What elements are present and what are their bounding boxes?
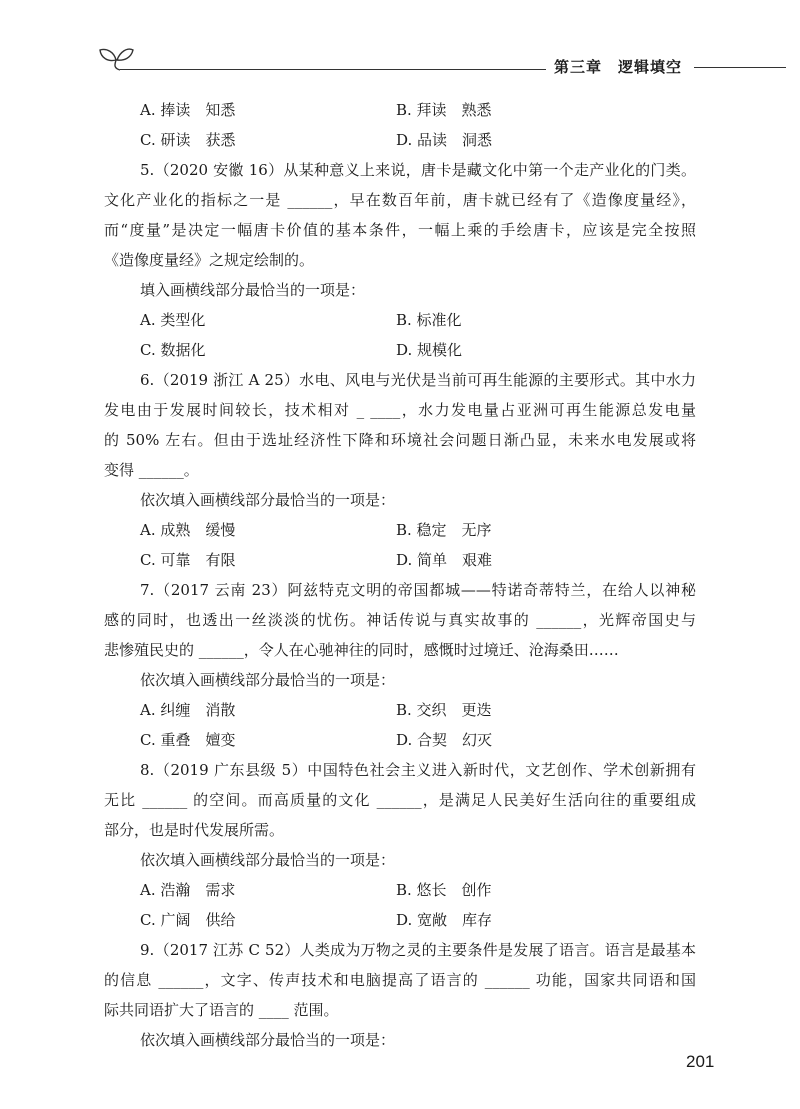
option-c: C. 广阔 供给 [140,911,236,929]
question-7-line: 7.（2017 云南 23）阿兹特克文明的帝国都城——特诺奇蒂特兰，在给人以神秘 [140,581,696,599]
option-d: D. 简单 艰难 [396,551,493,569]
question-9-line: 9.（2017 江苏 C 52）人类成为万物之灵的主要条件是发展了语言。语言是最基本 [140,941,696,959]
option-b: B. 悠长 创作 [396,881,492,899]
option-d: D. 合契 幻灭 [396,731,493,749]
option-c: C. 可靠 有限 [140,551,236,569]
question-5-prompt: 填入画横线部分最恰当的一项是： [140,281,366,299]
option-a: A. 成熟 缓慢 [140,521,236,539]
option-d: D. 品读 洞悉 [396,131,493,149]
option-d: D. 宽敞 库存 [396,911,493,929]
chapter-title: 第三章 逻辑填空 [554,58,683,76]
question-9-line: 际共同语扩大了语言的 ____ 范围。 [104,1001,339,1019]
question-5-line: 文化产业化的指标之一是 ______，早在数百年前，唐卡就已经有了《造像度量经》， [104,191,696,209]
question-7-prompt: 依次填入画横线部分最恰当的一项是： [140,671,396,689]
option-row [104,305,696,335]
option-row [104,545,696,575]
question-6-line: 变得 ______。 [104,461,199,479]
option-row [104,95,696,125]
leaf-ornament-icon [96,38,136,78]
option-b: B. 标准化 [396,311,462,329]
question-6-prompt: 依次填入画横线部分最恰当的一项是： [140,491,396,509]
question-8-line: 无比 ______ 的空间。而高质量的文化 ______，是满足人民美好生活向往的重要组成 [104,791,696,809]
option-row [104,905,696,935]
option-a: A. 浩瀚 需求 [140,881,236,899]
option-a: A. 捧读 知悉 [140,101,236,119]
question-8-line: 8.（2019 广东县级 5）中国特色社会主义进入新时代，文艺创作、学术创新拥有 [140,761,696,779]
page-number: 201 [686,1052,715,1071]
option-b: B. 稳定 无序 [396,521,492,539]
option-d: D. 规模化 [396,341,463,359]
question-9-line: 的信息 ______，文字、传声技术和电脑提高了语言的 ______ 功能，国家共同语和国 [104,971,696,989]
option-row [104,695,696,725]
header-rule-left [120,69,546,70]
page-content [104,95,696,1055]
question-7-line: 悲惨殖民史的 ______，令人在心驰神往的同时，感慨时过境迁、沧海桑田…… [104,641,619,659]
option-c: C. 重叠 嬗变 [140,731,236,749]
option-c: C. 数据化 [140,341,206,359]
option-b: B. 交织 更迭 [396,701,492,719]
question-5-line: 5.（2020 安徽 16）从某种意义上来说，唐卡是藏文化中第一个走产业化的门类。 [140,161,696,179]
option-a: A. 纠缠 消散 [140,701,236,719]
question-8-line: 部分，也是时代发展所需。 [104,821,285,839]
running-header [96,38,786,78]
question-5-line: 而“度量”是决定一幅唐卡价值的基本条件，一幅上乘的手绘唐卡，应该是完全按照 [104,221,696,239]
header-rule-right [694,67,786,68]
option-c: C. 研读 获悉 [140,131,236,149]
question-5-line: 《造像度量经》之规定绘制的。 [104,251,315,269]
question-7-line: 感的同时，也透出一丝淡淡的忧伤。神话传说与真实故事的 ______，光辉帝国史与 [104,611,696,629]
question-6-line: 6.（2019 浙江 A 25）水电、风电与光伏是当前可再生能源的主要形式。其中水力 [140,371,696,389]
question-6-line: 的 50% 左右。但由于选址经济性下降和环境社会问题日渐凸显，未来水电发展或将 [104,431,696,449]
option-b: B. 拜读 熟悉 [396,101,492,119]
option-a: A. 类型化 [140,311,206,329]
option-row [104,335,696,365]
option-row [104,515,696,545]
question-6-line: 发电由于发展时间较长，技术相对 _ ____，水力发电量占亚洲可再生能源总发电量 [104,401,696,419]
option-row [104,875,696,905]
option-row [104,725,696,755]
question-8-prompt: 依次填入画横线部分最恰当的一项是： [140,851,396,869]
question-9-prompt: 依次填入画横线部分最恰当的一项是： [140,1031,396,1049]
option-row [104,125,696,155]
